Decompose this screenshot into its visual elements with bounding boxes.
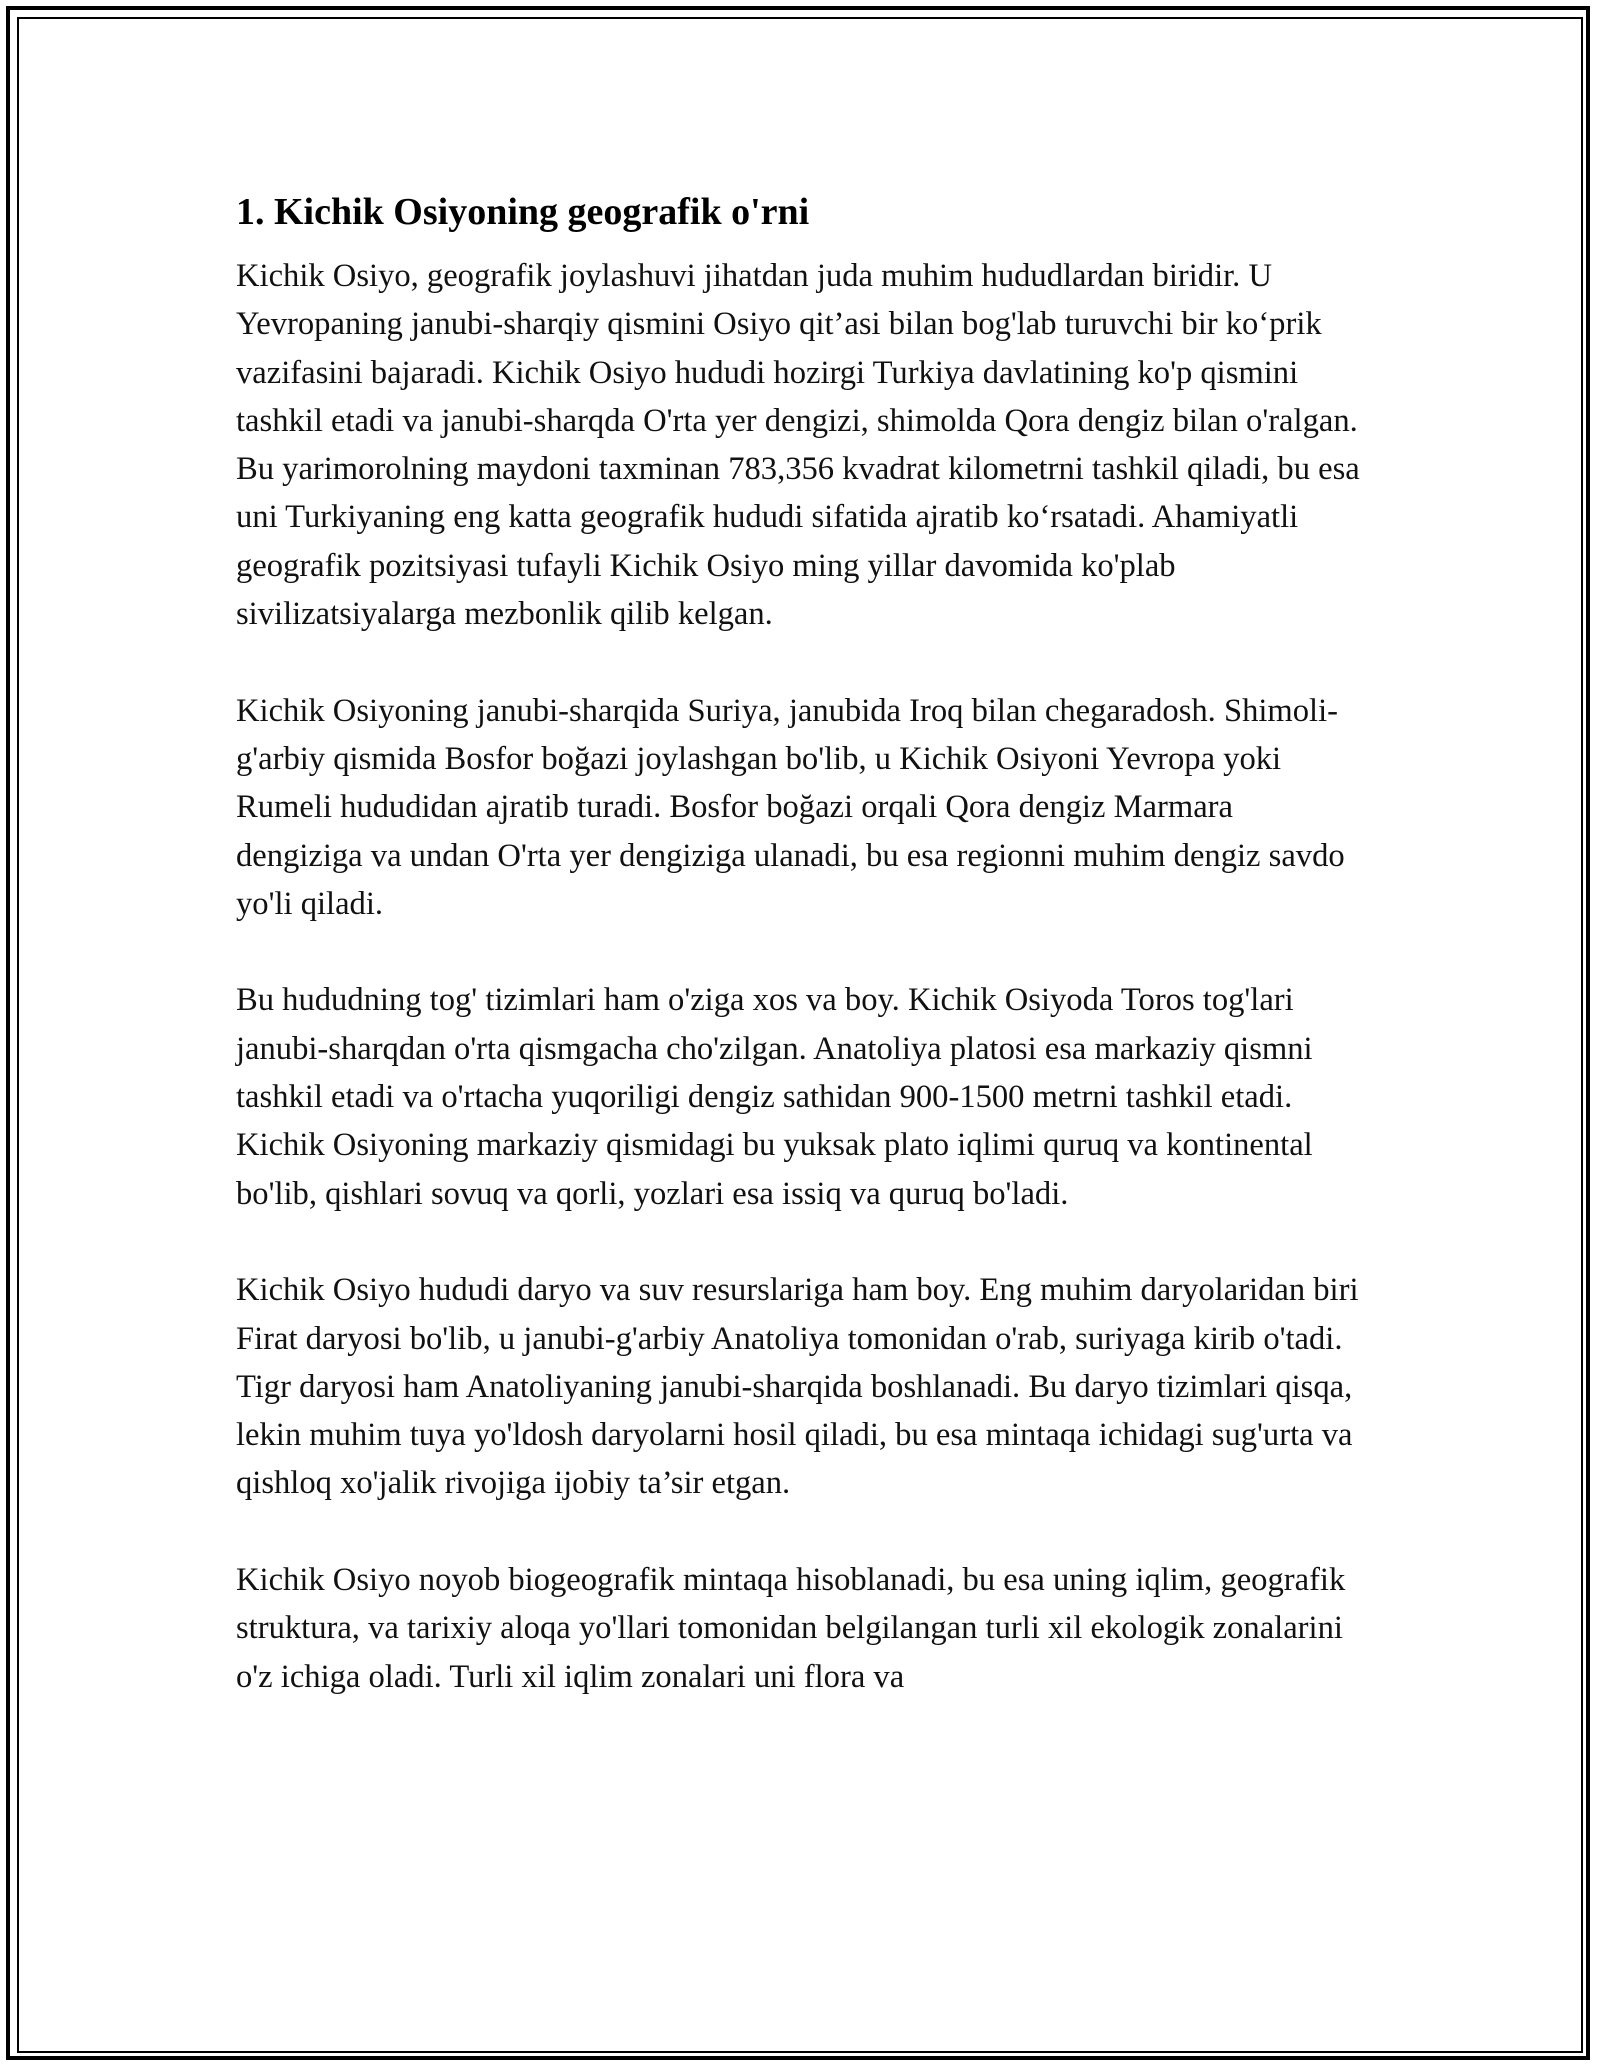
document-body: [236, 186, 1361, 1749]
paragraph-biogeography: Kichik Osiyo noyob biogeografik mintaqa hisoblanadi, bu esa uning iqlim, geografik struktura, va tarixiy aloqa yo'llari tomonidan belgilangan turli xil ekologik zonalarini o'z ichiga oladi. Turli xil iqlim zonalari uni flora va: [236, 1562, 1346, 1695]
paragraph-mountains: Bu hududning tog' tizimlari ham o'ziga xos va boy. Kichik Osiyoda Toros tog'lari janubi-sharqdan o'rta qismgacha cho'zilgan. Anatoliya platosi esa markaziy qismni tashkil etadi va o'rtacha yuqoriligi dengiz sathidan 900-1500 metrni tashkil etadi. Kichik Osiyoning markaziy qismidagi bu yuksak plato iqlimi quruq va kontinental bo'lib, qishlari sovuq va qorli, yozlari esa issiq va quruq bo'ladi.: [236, 982, 1313, 1212]
paragraph-rivers: Kichik Osiyo hududi daryo va suv resurslariga ham boy. Eng muhim daryolaridan biri Firat daryosi bo'lib, u janubi-g'arbiy Anatoliya tomonidan o'rab, suriyaga kirib o'tadi. Tigr daryosi ham Anatoliyaning janubi-sharqida boshlanadi. Bu daryo tizimlari qisqa, lekin muhim tuya yo'ldosh daryolarni hosil qiladi, bu esa mintaqa ichidagi sug'urta va qishloq xo'jalik rivojiga ijobiy ta’sir etgan.: [236, 1272, 1359, 1502]
section-heading: 1. Kichik Osiyoning geografik o'rni: [236, 191, 810, 233]
paragraph-intro: Kichik Osiyo, geografik joylashuvi jihatdan juda muhim hududlardan biridir. U Yevropaning janubi-sharqiy qismini Osiyo qit’asi bilan bog'lab turuvchi bir ko‘prik vazifasini bajaradi. Kichik Osiyo hududi hozirgi Turkiya davlatining ko'p qismini tashkil etadi va janubi-sharqda O'rta yer dengizi, shimolda Qora dengiz bilan o'ralgan. Bu yarimorolning maydoni taxminan 783,356 kvadrat kilometrni tashkil qiladi, bu esa uni Turkiyaning eng katta geografik hududi sifatida ajratib ko‘rsatadi. Ahamiyatli geografik pozitsiyasi tufayli Kichik Osiyo ming yillar davomida ko'plab sivilizatsiyalarga mezbonlik qilib kelgan.: [236, 258, 1360, 633]
paragraph-borders: Kichik Osiyoning janubi-sharqida Suriya, janubida Iroq bilan chegaradosh. Shimoli-g'arbiy qismida Bosfor boğazi joylashgan bo'lib, u Kichik Osiyoni Yevropa yoki Rumeli hududidan ajratib turadi. Bosfor boğazi orqali Qora dengiz Marmara dengiziga va undan O'rta yer dengiziga ulanadi, bu esa regionni muhim dengiz savdo yo'li qiladi.: [236, 692, 1345, 922]
